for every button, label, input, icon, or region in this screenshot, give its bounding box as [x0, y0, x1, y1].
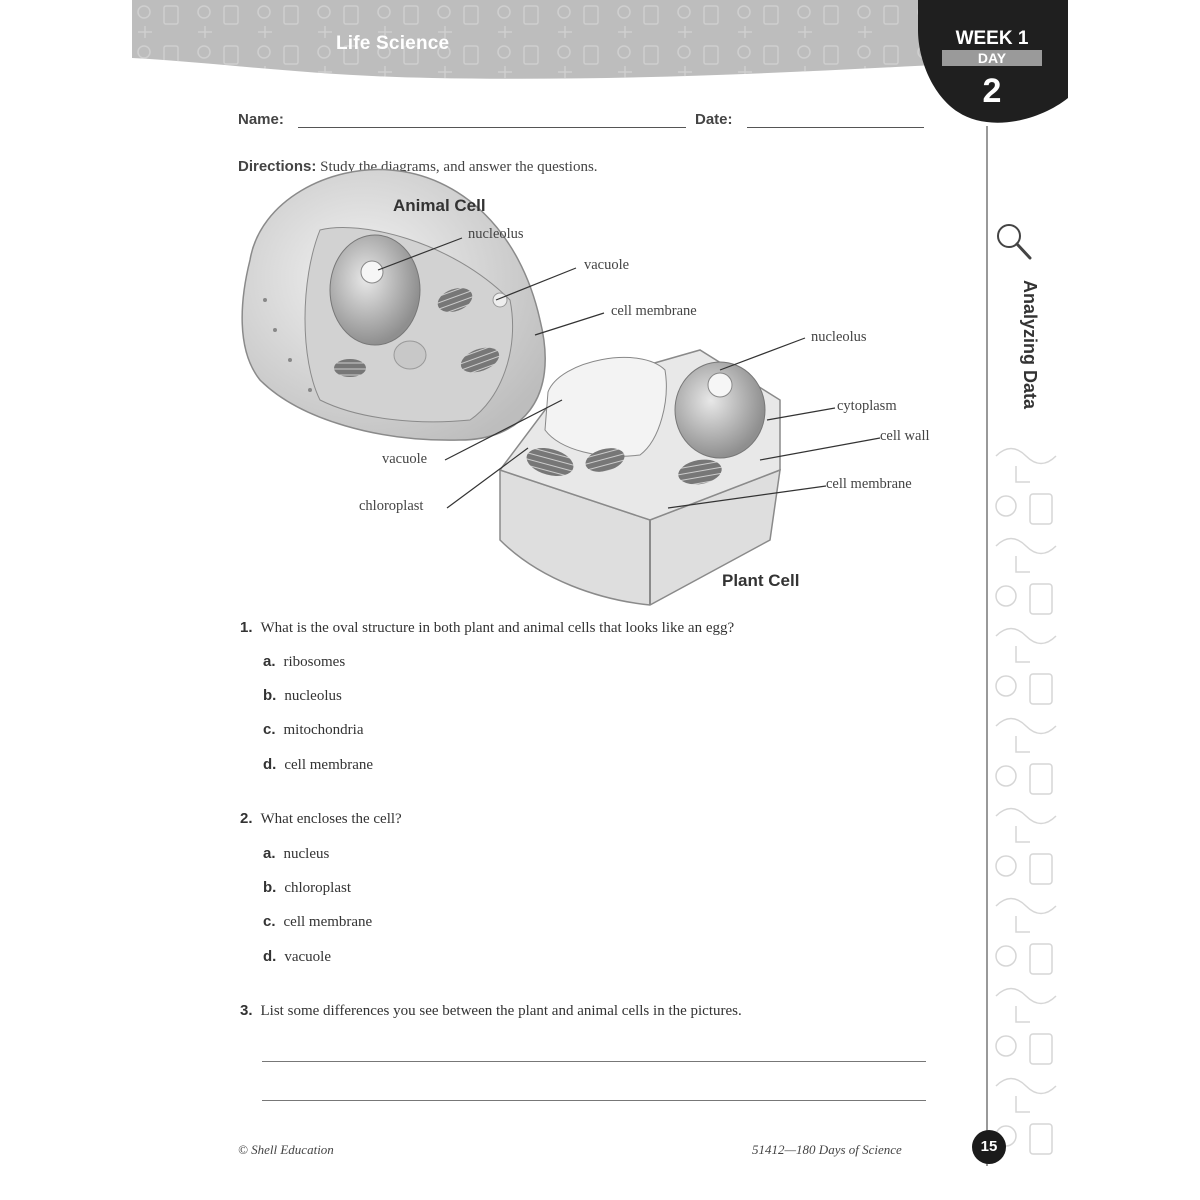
plant-label-nucleolus: nucleolus	[811, 329, 867, 345]
question-1-text: What is the oval structure in both plant and animal cells that looks like an egg?	[260, 620, 735, 636]
answer-line-1[interactable]	[262, 1061, 926, 1062]
plant-label-cell-wall: cell wall	[880, 428, 930, 444]
week-label: WEEK 1	[955, 28, 1029, 49]
q2-option-a[interactable]: a. nucleus	[263, 845, 330, 862]
subject-title: Life Science	[336, 33, 450, 54]
q1-option-c[interactable]: c. mitochondria	[263, 721, 364, 738]
side-tab-label: Analyzing Data	[1020, 280, 1040, 410]
animal-label-cell-membrane: cell membrane	[611, 303, 697, 319]
q1-option-b[interactable]: b. nucleolus	[263, 687, 342, 704]
plant-cell-illustration	[500, 350, 780, 605]
name-label: Name:	[238, 111, 284, 128]
plant-label-chloroplast: chloroplast	[359, 498, 424, 514]
question-3-text: List some differences you see between the plant and animal cells in the pictures.	[260, 1003, 742, 1019]
q2-option-b[interactable]: b. chloroplast	[263, 879, 351, 896]
footer-copyright: © Shell Education	[238, 1142, 334, 1157]
page-number: 15	[972, 1130, 1006, 1164]
date-label: Date:	[695, 111, 733, 128]
directions-label: Directions:	[238, 158, 317, 175]
plant-label-vacuole: vacuole	[382, 451, 428, 467]
animal-label-vacuole: vacuole	[584, 257, 630, 273]
q2-option-d[interactable]: d. vacuole	[263, 948, 331, 965]
animal-cell-title: Animal Cell	[393, 196, 486, 215]
question-2: 2. What encloses the cell?	[240, 810, 402, 827]
animal-label-nucleolus: nucleolus	[468, 226, 524, 242]
day-label: DAY	[942, 50, 1042, 66]
directions-text: Study the diagrams, and answer the questions.	[320, 159, 598, 175]
plant-label-cytoplasm: cytoplasm	[837, 398, 897, 414]
plant-cell-title: Plant Cell	[722, 571, 800, 590]
day-number: 2	[982, 72, 1002, 110]
q2-option-c[interactable]: c. cell membrane	[263, 913, 373, 930]
question-1: 1. What is the oval structure in both plant and animal cells that looks like an egg?	[240, 619, 735, 636]
q1-option-d[interactable]: d. cell membrane	[263, 756, 374, 773]
question-2-text: What encloses the cell?	[260, 811, 402, 827]
answer-line-2[interactable]	[262, 1100, 926, 1101]
plant-label-cell-membrane: cell membrane	[826, 476, 912, 492]
footer-book-title: 51412—180 Days of Science	[752, 1142, 902, 1157]
question-3: 3. List some differences you see between the plant and animal cells in the pictures.	[240, 1002, 742, 1019]
q1-option-a[interactable]: a. ribosomes	[263, 653, 346, 670]
